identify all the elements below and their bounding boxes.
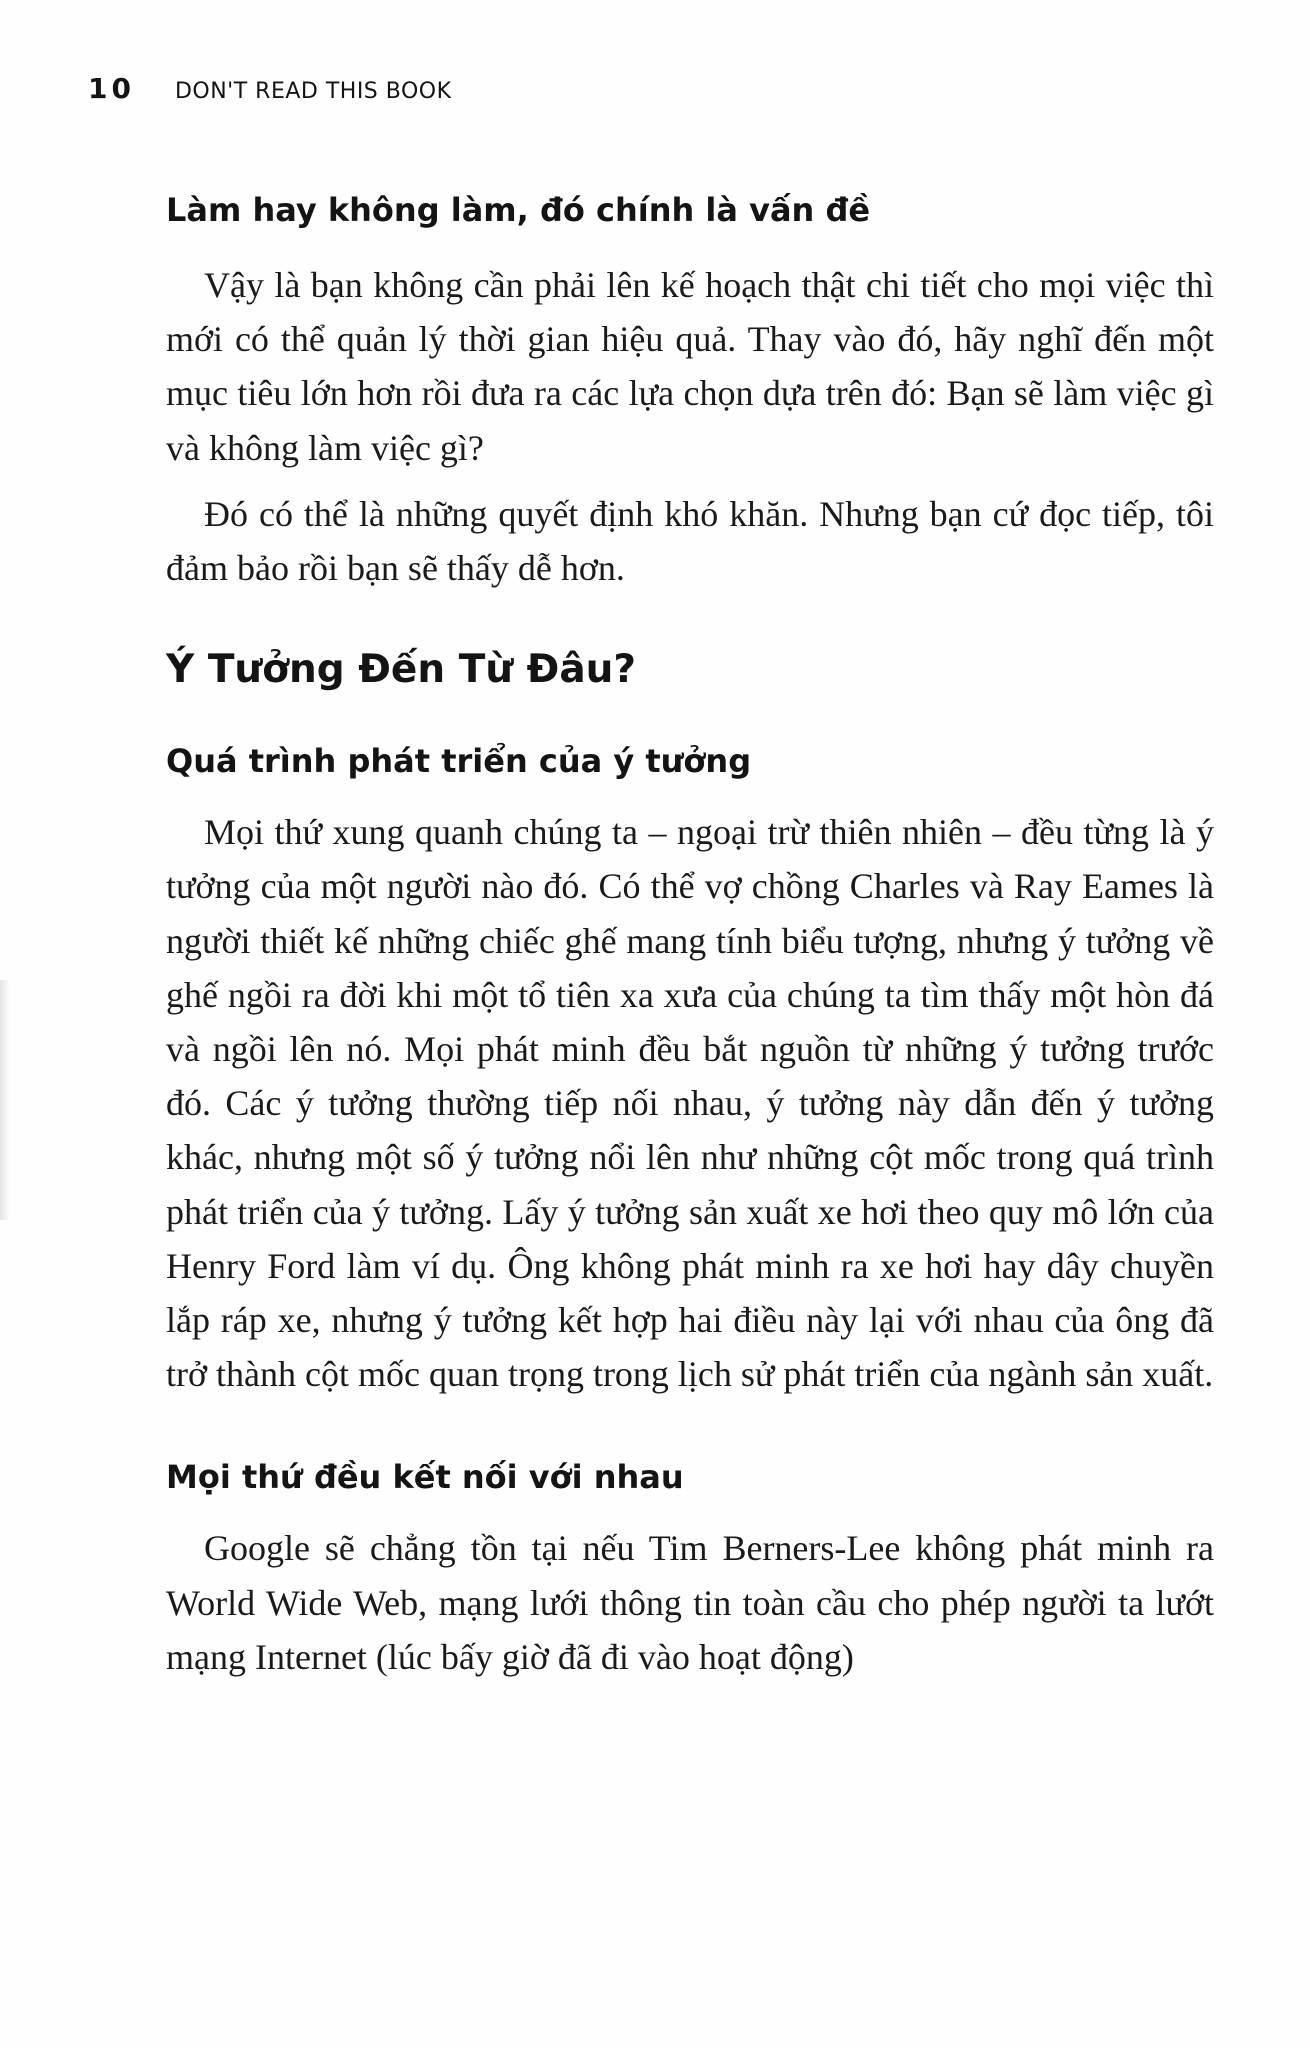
paragraph: Đó có thể là những quyết định khó khăn. Nhưng bạn cứ đọc tiếp, tôi đảm bảo rồi bạn sẽ thấy dễ hơn. (166, 493, 1214, 589)
section-heading: Quá trình phát triển của ý tưởng (166, 742, 752, 781)
page-number: 10 (88, 72, 135, 105)
scan-edge-shadow (0, 980, 10, 1220)
chapter-section-heading: Ý Tưởng Đến Từ Đâu? (166, 647, 637, 693)
running-head (88, 72, 452, 105)
page-content (166, 188, 1214, 1684)
section-heading: Làm hay không làm, đó chính là vấn đề (166, 191, 871, 229)
paragraph: Google sẽ chẳng tồn tại nếu Tim Berners-Lee không phát minh ra World Wide Web, mạng lưới thông tin toàn cầu cho phép người ta lướt mạng Internet (lúc bấy giờ đã đi vào hoạt động) (166, 1528, 1214, 1677)
paragraph: Mọi thứ xung quanh chúng ta – ngoại trừ thiên nhiên – đều từng là ý tưởng của một người nào đó. Có thể vợ chồng Charles và Ray Eames là người thiết kế những chiếc ghế mang tính biểu tượng, nhưng ý tưởng về ghế ngồi ra đời khi một tổ tiên xa xưa của chúng ta tìm thấy một hòn đá và ngồi lên nó. Mọi phát minh đều bắt nguồn từ những ý tưởng trước đó. Các ý tưởng thường tiếp nối nhau, ý tưởng này dẫn đến ý tưởng khác, nhưng một số ý tưởng nổi lên như những cột mốc trong quá trình phát triển của ý tưởng. Lấy ý tưởng sản xuất xe hơi theo quy mô lớn của Henry Ford làm ví dụ. Ông không phát minh ra xe hơi hay dây chuyền lắp ráp xe, nhưng ý tưởng kết hợp hai điều này lại với nhau của ông đã trở thành cột mốc quan trọng trong lịch sử phát triển của ngành sản xuất. (166, 812, 1214, 1395)
paragraph: Vậy là bạn không cần phải lên kế hoạch thật chi tiết cho mọi việc thì mới có thể quản lý thời gian hiệu quả. Thay vào đó, hãy nghĩ đến một mục tiêu lớn hơn rồi đưa ra các lựa chọn dựa trên đó: Bạn sẽ làm việc gì và không làm việc gì? (166, 265, 1214, 468)
section-heading: Mọi thứ đều kết nối với nhau (166, 1458, 684, 1497)
book-title: DON'T READ THIS BOOK (174, 79, 452, 104)
